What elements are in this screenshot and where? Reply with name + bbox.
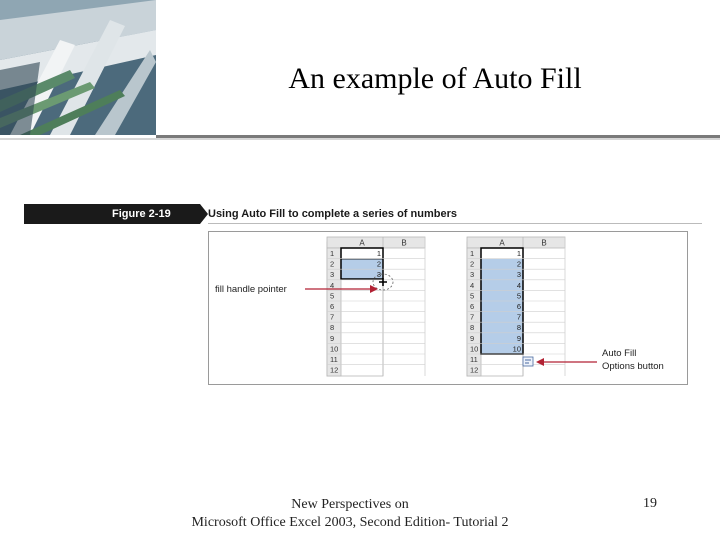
row-number: 4 [330,280,335,290]
row-number: 10 [330,344,339,354]
cell-value: 10 [512,344,521,354]
row-number: 2 [330,259,335,269]
cell-value: 2 [516,259,521,269]
row-number: 12 [330,365,339,375]
footer-line-1: New Perspectives on [291,497,409,512]
fill-handle-callout: fill handle pointer [215,284,287,295]
cell-value: 5 [516,291,521,301]
corner-photo [0,0,156,135]
right-spreadsheet [467,237,565,376]
architecture-photo-icon [0,0,156,135]
cell-value: 3 [376,270,381,280]
callouts [215,284,664,372]
row-number: 7 [330,312,335,322]
left-spreadsheet [327,237,425,376]
options-callout-line1: Auto Fill [602,348,637,359]
cell-value: 6 [516,302,521,311]
right-col-a: A [499,238,505,248]
figure-caption: Using Auto Fill to complete a series of numbers [208,208,457,220]
footer-line-2: Microsoft Office Excel 2003, Second Edition- Tutorial 2 [191,515,509,530]
footer [150,496,550,532]
row-number: 6 [330,302,335,311]
row-number: 3 [470,270,475,280]
row-number: 12 [470,365,479,375]
row-number: 8 [470,323,475,333]
cell-value: 1 [516,249,521,258]
figure-panel [208,231,688,385]
header-divider-light [0,138,720,140]
row-number: 9 [470,333,475,343]
cell-value: 3 [516,270,521,280]
figure-label-arrow [200,204,208,224]
figure-header [24,204,702,224]
row-number: 5 [470,291,475,301]
row-number: 6 [470,302,475,311]
row-number: 3 [330,270,335,280]
auto-fill-options-icon[interactable] [523,357,533,366]
row-number: 9 [330,333,335,343]
row-number: 7 [470,312,475,322]
right-col-b: B [541,238,547,248]
row-number: 8 [330,323,335,333]
row-number: 10 [470,344,479,354]
options-callout-line2: Options button [602,361,664,372]
cell-value: 8 [516,323,521,333]
slide-title: An example of Auto Fill [288,62,582,95]
row-number: 11 [470,355,478,364]
row-number: 1 [330,249,335,258]
page-number: 19 [643,496,657,511]
cell-value: 7 [516,312,521,322]
row-number: 11 [330,355,338,364]
row-number: 2 [470,259,475,269]
cell-value: 4 [516,280,521,290]
figure-label: Figure 2-19 [112,208,171,220]
row-number: 4 [470,280,475,290]
cell-value: 1 [376,249,381,258]
left-col-b: B [401,238,407,248]
row-number: 5 [330,291,335,301]
cell-value: 9 [516,333,521,343]
figure-underline [208,223,702,224]
left-col-a: A [359,238,365,248]
cell-value: 2 [376,259,381,269]
row-number: 1 [470,249,475,258]
